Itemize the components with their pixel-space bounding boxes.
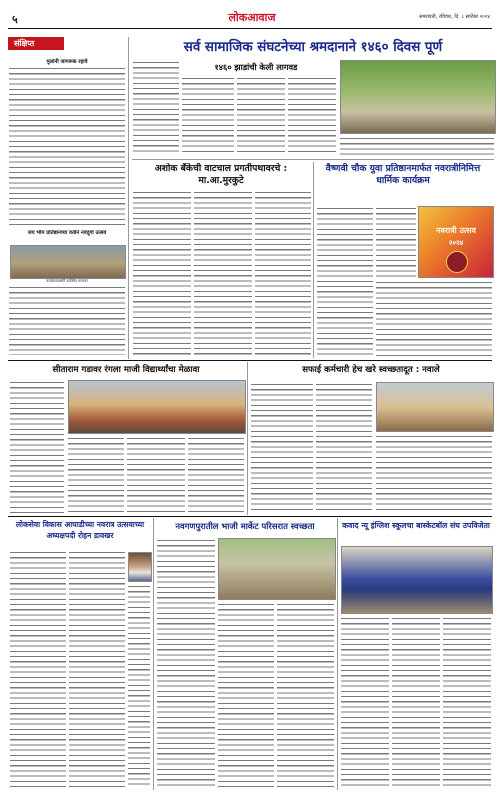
main-story-photo xyxy=(340,60,496,134)
sitaram-col2 xyxy=(68,436,124,513)
navganpur-col1 xyxy=(157,538,215,788)
kawad-team-photo xyxy=(341,546,493,614)
sitaram-col4 xyxy=(188,436,244,513)
kawad-col2 xyxy=(392,616,440,788)
goddess-figure-icon xyxy=(446,251,468,273)
main-headline: सर्व सामाजिक संघटनेच्या श्रमदानाने १४६० दिवस पूर्ण xyxy=(183,40,443,55)
main-story-col3 xyxy=(237,76,285,154)
vaishnavi-banner xyxy=(418,206,494,278)
lokseva-col1 xyxy=(10,550,66,788)
sitaram-col1 xyxy=(10,380,64,513)
sidebar-story1-title: मुलांनी जागरूक रहावे xyxy=(46,59,88,65)
divider-mid-lower xyxy=(8,516,492,517)
sidebar-story2-body xyxy=(9,285,125,355)
divider-sitaram-right xyxy=(247,362,248,515)
sitaram-col3 xyxy=(127,436,185,513)
lokseva-col2 xyxy=(69,550,125,788)
kawad-headline: कवाद न्यू इंग्लिश स्कूलचा बास्केटबॉल संघ उपविजेता xyxy=(342,521,490,530)
kawad-col3 xyxy=(443,616,491,788)
vaishnavi-col1 xyxy=(317,206,373,356)
lokseva-headline: लोकसेवा विकास आघाडीच्या नवरात्र उत्सवाच्या अध्यक्षपदी रोहन डावखर xyxy=(15,520,145,540)
vaishnavi-banner-title: नवरात्री उत्सव xyxy=(435,226,477,235)
navganpur-photo xyxy=(218,538,336,600)
vaishnavi-banner-year: २०२४ xyxy=(448,239,464,247)
main-story-col4 xyxy=(288,76,336,154)
main-story-col5 xyxy=(340,136,494,156)
divider-ashok-right xyxy=(313,162,314,358)
lokseva-portrait xyxy=(128,552,152,582)
navganpur-col2 xyxy=(218,602,274,788)
lokseva-col3 xyxy=(128,584,150,788)
ashok-col2 xyxy=(194,190,252,355)
masthead-logo: लोकआवाज xyxy=(228,11,276,24)
kawad-col1 xyxy=(341,616,389,788)
divider-navganpur-right xyxy=(337,518,338,790)
divider-upper-lower xyxy=(8,360,492,361)
navganpur-headline: नवगणपुरातील भाजी मार्केट परिसरात स्वच्छता xyxy=(175,521,315,531)
sidebar-story1-body xyxy=(9,66,125,226)
sitaram-photo xyxy=(68,380,246,434)
ashok-col1 xyxy=(133,190,191,355)
divider-main-bottom xyxy=(132,159,494,160)
main-subheadline: १४६० झाडांची केली लागवड xyxy=(214,62,298,72)
sidebar-story2-photo xyxy=(10,245,126,279)
divider-lokseva-right xyxy=(153,518,154,790)
sidebar-story2-title: जय भीम प्रतिष्ठानच्या वतीने नवदुर्गा उत्सव xyxy=(27,230,107,236)
page-number: ५ xyxy=(12,13,18,26)
main-story-col1 xyxy=(133,60,179,154)
masthead-dateline: अमरावती, रविवार, दि. ८ सप्टेंबर २०२४ xyxy=(418,14,490,20)
ashok-headline: अशोक बँकेची वाटचाल प्रगतीपथावरचे : मा.आ.मुरकुटे xyxy=(154,163,288,186)
safai-col3 xyxy=(376,434,492,513)
safai-col1 xyxy=(251,382,313,513)
sitaram-headline: सीताराम गडावर रंगला माजी विद्यार्थ्यांचा मेळावा xyxy=(52,365,200,375)
vaishnavi-col3 xyxy=(376,280,492,356)
ashok-col3 xyxy=(255,190,311,355)
vaishnavi-headline: वैष्णवी चौक युवा प्रतिष्ठानमार्फत नवरात्रीनिमित्त धार्मिक कार्यक्रम xyxy=(325,163,481,186)
navganpur-col3 xyxy=(277,602,334,788)
masthead xyxy=(0,0,500,30)
main-story-col2 xyxy=(182,76,234,154)
safai-photo xyxy=(376,382,494,432)
masthead-rule xyxy=(8,28,492,29)
safai-col2 xyxy=(316,382,372,513)
sidebar-header-label: संक्षिप्त xyxy=(14,39,35,48)
sidebar-story2-caption: कार्यक्रमाप्रसंगी उपस्थित मान्यवर xyxy=(46,279,88,283)
sidebar-divider xyxy=(128,37,129,359)
safai-headline: सफाई कर्मचारी हेच खरे स्वच्छतादूत : नवाले xyxy=(302,365,440,375)
vaishnavi-col2 xyxy=(376,206,416,278)
